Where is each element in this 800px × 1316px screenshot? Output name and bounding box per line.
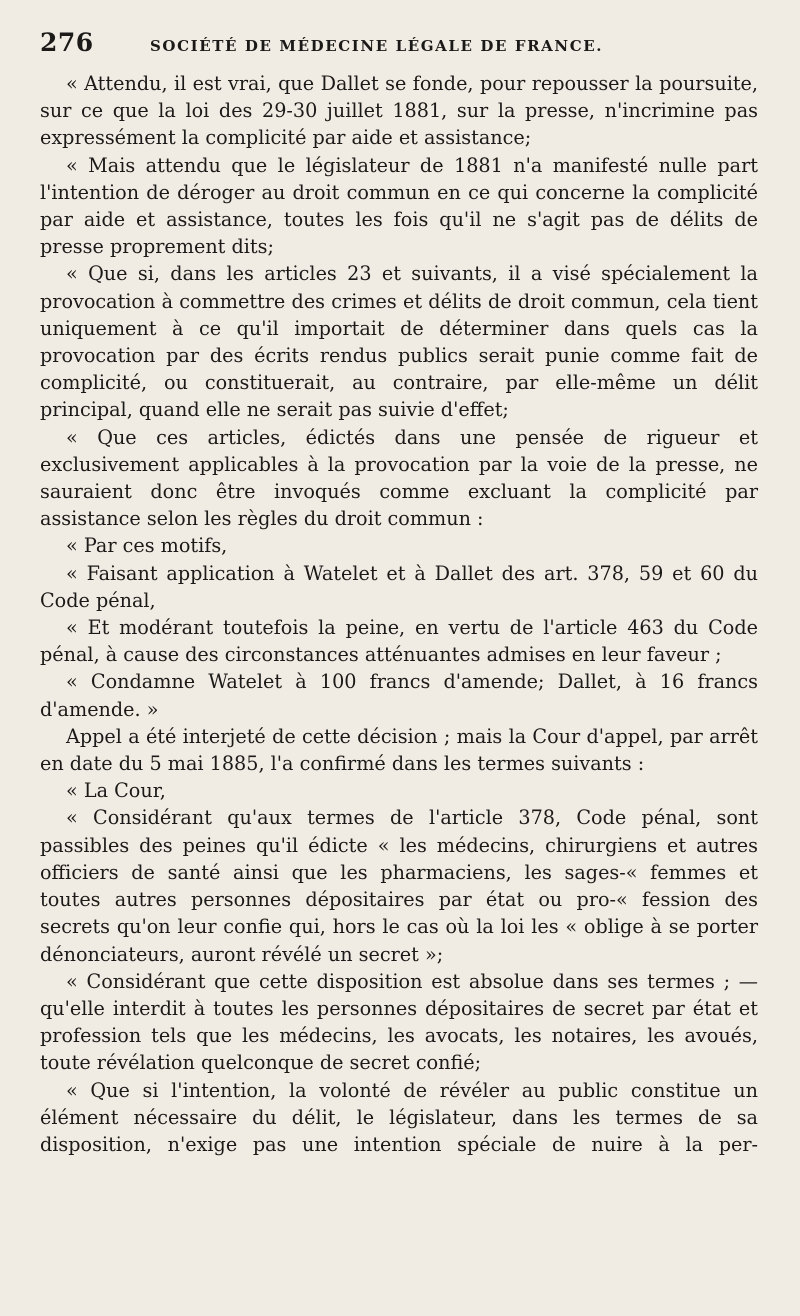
- paragraph: « Et modérant toutefois la peine, en vertu de l'article 463 du Code pénal, à cause des circonstances atténuantes admises en leur faveur ;: [40, 616, 758, 667]
- body-text: [40, 70, 758, 1158]
- page-header: [40, 28, 758, 64]
- running-title: SOCIÉTÉ DE MÉDECINE LÉGALE DE FRANCE.: [150, 37, 604, 55]
- paragraph: Appel a été interjeté de cette décision ; mais la Cour d'appel, par arrêt en date du 5 mai 1885, l'a confirmé dans les termes suivants :: [40, 724, 758, 776]
- paragraph: « Que ces articles, édictés dans une pensée de rigueur et exclusivement applicables à la provocation par la voie de la presse, ne sauraient donc être invoqués comme excluant la complicité par assistance selon les règles du droit commun :: [40, 425, 758, 531]
- paragraph: « Mais attendu que le législateur de 1881 n'a manifesté nulle part l'intention de déroger au droit commun en ce qui concerne la complicité par aide et assistance, toutes les fois qu'il ne s'agit pas de délits de presse proprement dits;: [40, 153, 758, 259]
- paragraph: « Attendu, il est vrai, que Dallet se fonde, pour repousser la poursuite, sur ce que la loi des 29-30 juillet 1881, sur la presse, n'incrimine pas expressément la complicité par aide et assistance;: [40, 72, 758, 150]
- paragraph: « Considérant qu'aux termes de l'article 378, Code pénal, sont passibles des peines qu'il édicte « les médecins, chirurgiens et autres officiers de santé ainsi que les pharmaciens, les sages-« femmes et toutes autres personnes dépositaires par état ou pro-« fession des secrets qu'on leur confie qui, hors le cas où la loi les « oblige à se porter dénonciateurs, auront révélé un secret »;: [40, 806, 758, 966]
- paragraph: « Que si l'intention, la volonté de révéler au public constitue un élément nécessaire du délit, le législateur, dans les termes de sa disposition, n'exige pas une intention spéciale de nuire à la per-: [40, 1078, 758, 1156]
- paragraph: « Faisant application à Watelet et à Dallet des art. 378, 59 et 60 du Code pénal,: [40, 561, 758, 612]
- paragraph: « Par ces motifs,: [66, 534, 228, 558]
- page-number: 276: [40, 28, 94, 57]
- paragraph: « Que si, dans les articles 23 et suivants, il a visé spécialement la provocation à commettre des crimes et délits de droit commun, cela tient uniquement à ce qu'il importait de déterminer dans quels cas la provocation par des écrits rendus publics serait punie comme fait de complicité, ou constituerait, au contraire, par elle-même un délit principal, quand elle ne serait pas suivie d'effet;: [40, 262, 758, 422]
- paragraph: « La Cour,: [66, 779, 166, 803]
- paragraph: « Considérant que cette disposition est absolue dans ses termes ; — qu'elle interdit à toutes les personnes dépositaires de secret par état et profession tels que les médecins, les avocats, les notaires, les avoués, toute révélation quelconque de secret confié;: [40, 969, 758, 1075]
- paragraph: « Condamne Watelet à 100 francs d'amende; Dallet, à 16 francs d'amende. »: [40, 670, 758, 721]
